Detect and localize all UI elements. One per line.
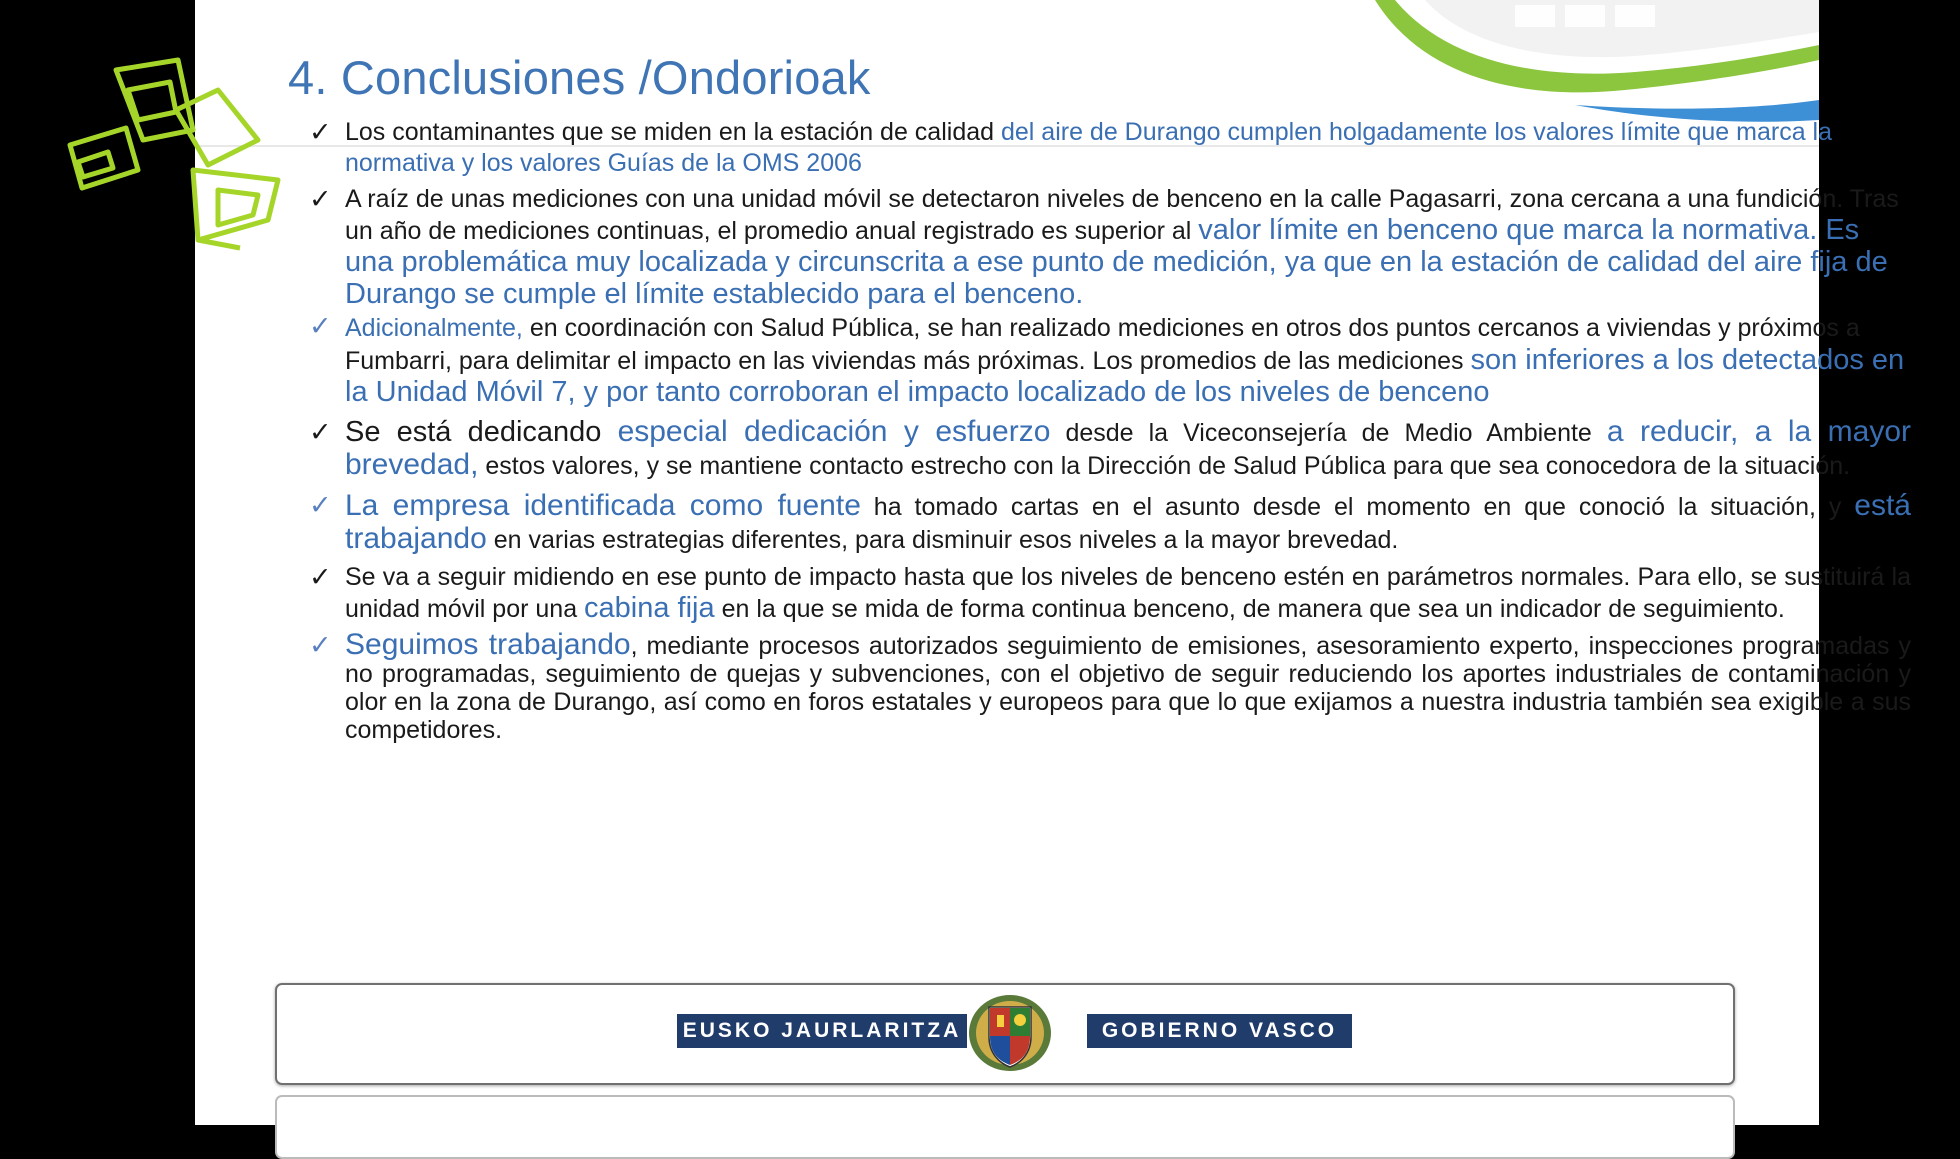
checkmark-icon: ✓ <box>309 630 332 660</box>
slide <box>195 0 1911 1125</box>
checkmark-icon: ✓ <box>309 562 332 592</box>
checkmark-icon: ✓ <box>309 117 332 147</box>
list-item: ✓ Adicionalmente, en coordinación con Salud Pública, se han realizado mediciones en otros dos puntos cercanos a viviendas y próximos a Fumbarri, para delimitar el impacto en las viviendas más próximas. Los promedios de las mediciones son inferiores a los detectados en la Unidad Móvil 7, y por tanto corroboran el impacto localizado de los niveles de benceno <box>309 311 1905 408</box>
checkmark-icon: ✓ <box>309 490 332 520</box>
list-item: ✓ Se está dedicando especial dedicación y esfuerzo desde la Viceconsejería de Medio Ambiente a reducir, a la mayor brevedad, estos valores, y se mantiene contacto estrecho con la Dirección de Salud Pública para que sea conocedora de la situación. <box>309 415 1911 481</box>
banner-label-basque: EUSKO JAURLARITZA <box>677 1014 967 1048</box>
checkmark-icon: ✓ <box>309 184 332 214</box>
banner-label-spanish: GOBIERNO VASCO <box>1087 1014 1352 1048</box>
checkmark-icon: ✓ <box>309 417 332 447</box>
conclusions-list <box>309 117 1911 744</box>
list-item: ✓ Se va a seguir midiendo en ese punto de impacto hasta que los niveles de benceno estén en parámetros normales. Para ello, se sustituirá la unidad móvil por una cabina fija en la que se mida de forma continua benceno, de manera que sea un indicador de seguimiento. <box>309 562 1911 624</box>
footer-banner-secondary <box>275 1095 1735 1159</box>
checkmark-icon: ✓ <box>309 311 332 341</box>
page-title: 4. Conclusiones /Ondorioak <box>288 51 871 104</box>
broadcast-logo-icon <box>58 50 298 250</box>
list-item: ✓ La empresa identificada como fuente ha tomado cartas en el asunto desde el momento en que conoció la situación, y está trabajando en varias estrategias diferentes, para disminuir esos niveles a la mayor brevedad. <box>309 489 1911 555</box>
list-item: ✓ A raíz de unas mediciones con una unidad móvil se detectaron niveles de benceno en la calle Pagasarri, zona cercana a una fundición. Tras un año de mediciones continuas, el promedio anual registrado es superior al valor límite en benceno que marca la normativa. Es una problemática muy localizada y circunscrita a ese punto de medición, ya que en la estación de calidad del aire fija de Durango se cumple el límite establecido para el benceno. <box>309 184 1899 310</box>
coat-of-arms-icon <box>967 993 1053 1073</box>
footer-banner <box>275 983 1735 1085</box>
list-item: ✓ Seguimos trabajando, mediante procesos autorizados seguimiento de emisiones, asesoramiento experto, inspecciones programadas y no programadas, seguimiento de quejas y subvenciones, con el objetivo de seguir reduciendo los aportes industriales de contaminación y olor en la zona de Durango, así como en foros estatales y europeos para que lo que exijamos a nuestra industria también sea exigible a sus competidores. <box>309 628 1911 744</box>
list-item: ✓ Los contaminantes que se miden en la estación de calidad del aire de Durango cumplen holgadamente los valores límite que marca la normativa y los valores Guías de la OMS 2006 <box>309 117 1833 177</box>
